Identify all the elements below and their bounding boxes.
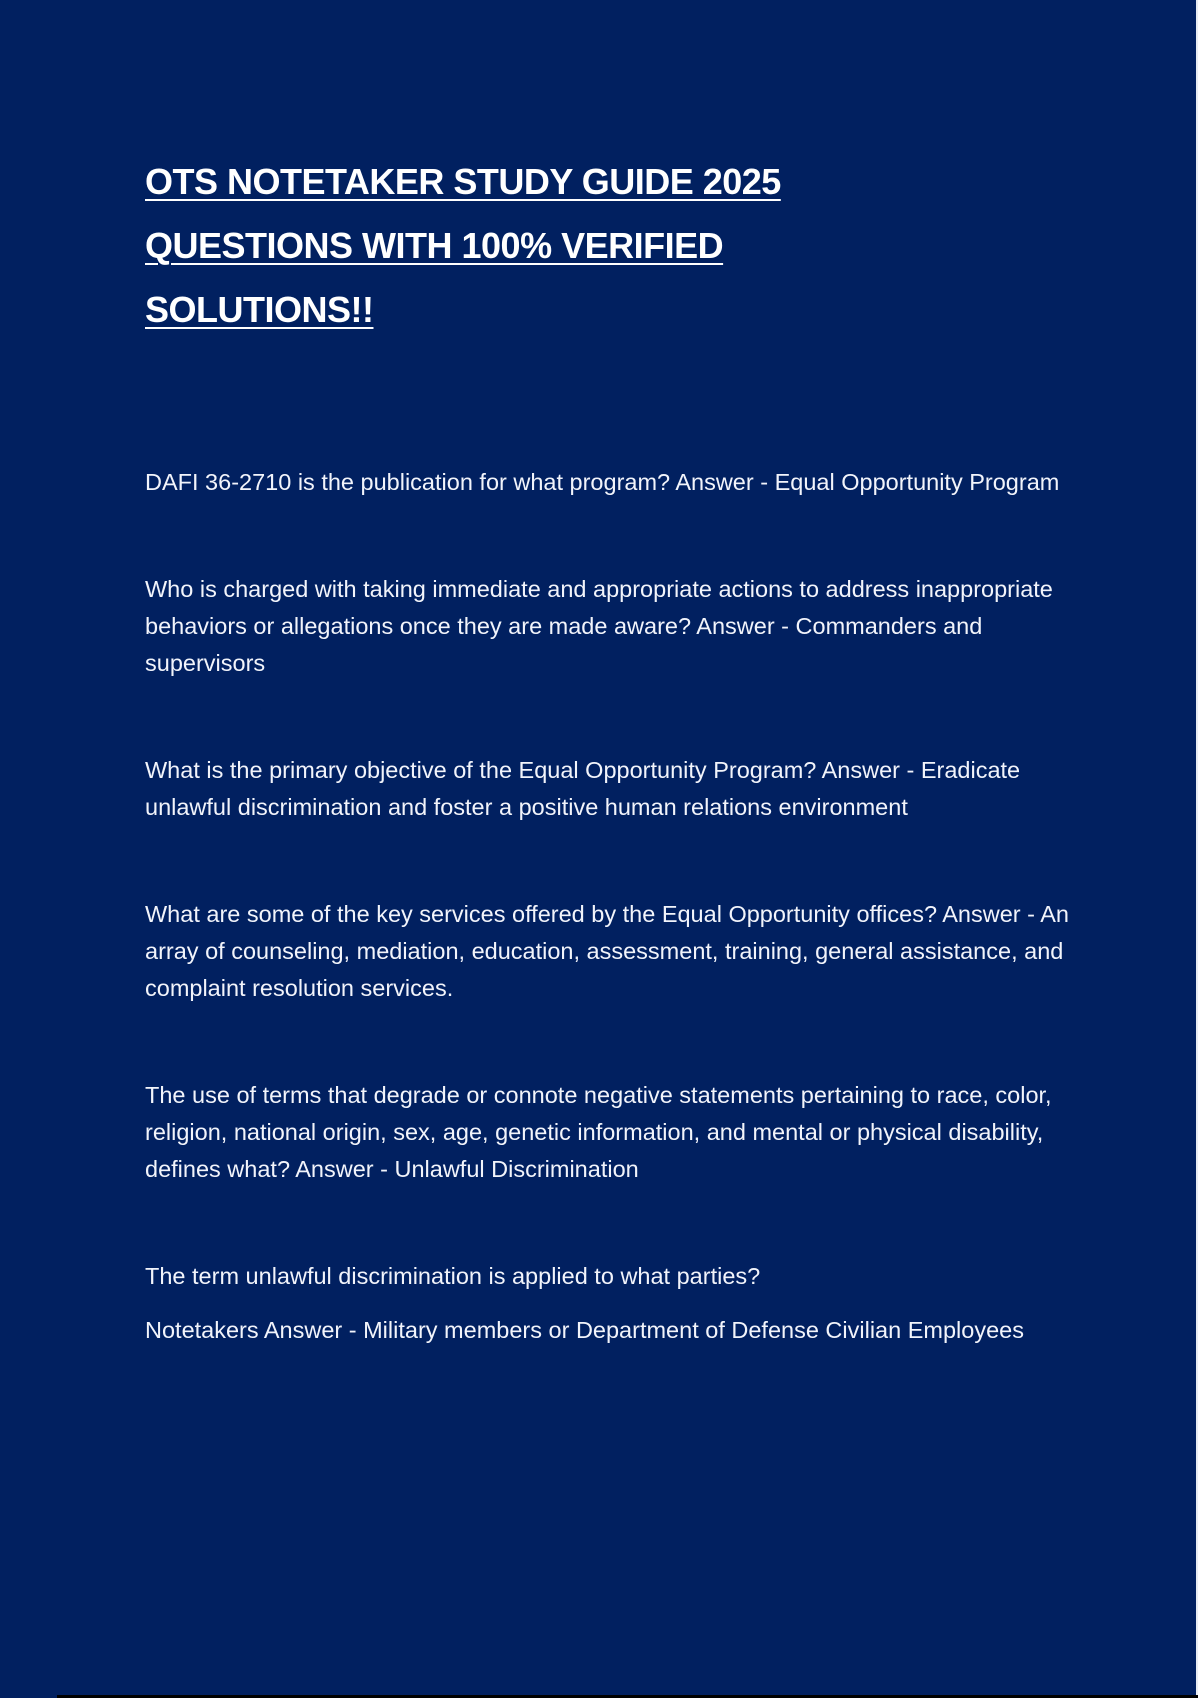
page-bottom-edge: [57, 1695, 1198, 1698]
qa-item: [145, 1077, 1075, 1188]
qa-item: [145, 571, 1075, 682]
title-line-2: QUESTIONS WITH 100% VERIFIED: [145, 225, 724, 266]
qa-item: [145, 464, 1075, 501]
qa-text: DAFI 36-2710 is the publication for what program? Answer - Equal Opportunity Program: [145, 469, 1060, 495]
qa-answer-text: Notetakers Answer - Military members or Department of Defense Civilian Employees: [145, 1317, 1024, 1343]
page-content: [145, 150, 1075, 1419]
qa-text: What are some of the key services offered by the Equal Opportunity offices? Answer - An array of counseling, mediation, education, assessment, training, general assistance, and complaint resolution services.: [145, 901, 1069, 1001]
qa-item: [145, 1258, 1075, 1349]
qa-item: [145, 896, 1075, 1007]
title-line-1: OTS NOTETAKER STUDY GUIDE 2025: [145, 161, 781, 202]
qa-list: [145, 464, 1075, 1349]
qa-item: [145, 752, 1075, 826]
document-title: [145, 150, 1075, 342]
qa-text: What is the primary objective of the Equal Opportunity Program? Answer - Eradicate unlawful discrimination and foster a positive human relations environment: [145, 757, 1021, 820]
qa-text: The use of terms that degrade or connote negative statements pertaining to race, color, religion, national origin, sex, age, genetic information, and mental or physical disability, defines what? Answer - Unlawful Discrimination: [145, 1082, 1052, 1182]
qa-text: Who is charged with taking immediate and appropriate actions to address inappropriate behaviors or allegations once they are made aware? Answer - Commanders and supervisors: [145, 576, 1053, 676]
qa-text: The term unlawful discrimination is applied to what parties?: [145, 1263, 761, 1289]
title-line-3: SOLUTIONS!!: [145, 289, 374, 330]
